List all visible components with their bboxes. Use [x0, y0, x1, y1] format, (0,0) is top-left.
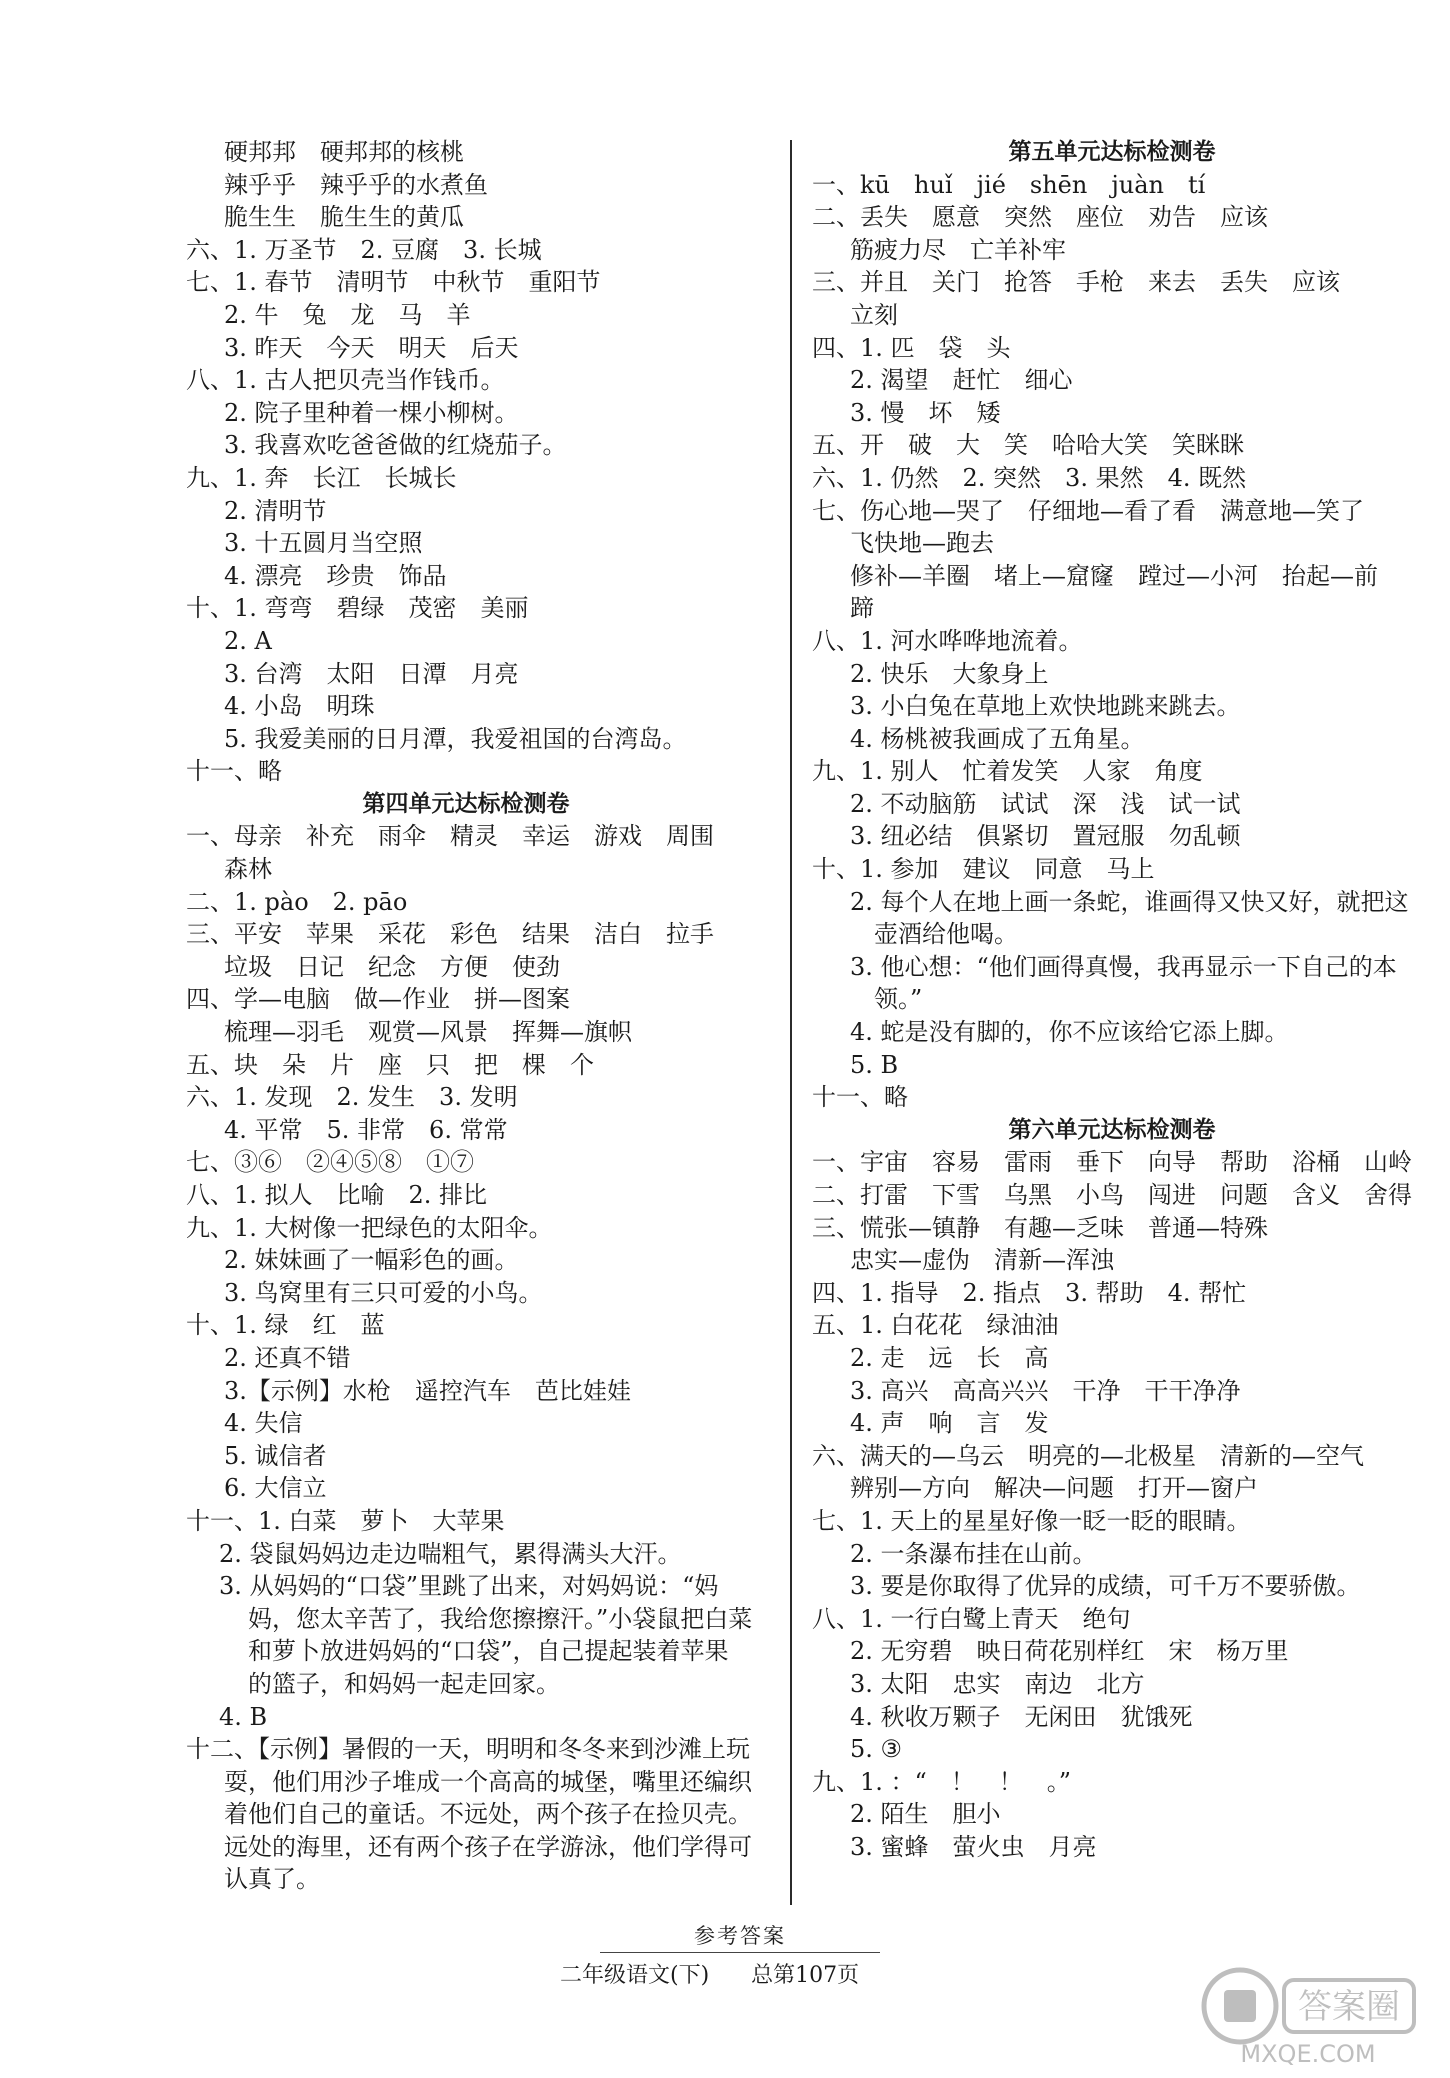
answer-line: 忠实—虚伪 清新—浑浊: [850, 1246, 1114, 1275]
section-heading: 第四单元达标检测卷: [362, 790, 570, 817]
answer-line: 五、1. 白花花 绿油油: [812, 1311, 1059, 1340]
answer-line: 三、平安 苹果 采花 彩色 结果 洁白 拉手: [186, 920, 714, 949]
answer-line: 九、1. ：“ ！ ！ 。”: [812, 1767, 1072, 1796]
answer-line: 和萝卜放进妈妈的“口袋”，自己提起装着苹果: [248, 1637, 729, 1666]
answer-line: 十、1. 参加 建议 同意 马上: [812, 855, 1155, 884]
answer-line: 五、块 朵 片 座 只 把 棵 个: [186, 1050, 594, 1079]
answer-line: 3. 台湾 太阳 日潭 月亮: [224, 659, 519, 688]
answer-line: 修补—羊圈 堵上—窟窿 蹚过—小河 抬起—前: [850, 561, 1378, 590]
answer-line: 九、1. 奔 长江 长城长: [186, 463, 457, 492]
section-heading: 第五单元达标检测卷: [1008, 139, 1216, 165]
answer-line: 4. B: [219, 1702, 268, 1731]
answer-line: 耍，他们用沙子堆成一个高高的城堡，嘴里还编织: [224, 1767, 752, 1796]
answer-line: 6. 大信立: [224, 1474, 327, 1503]
answer-line: 3. 蜜蜂 萤火虫 月亮: [850, 1832, 1097, 1861]
answer-line: 2. 院子里种着一棵小柳树。: [224, 398, 519, 427]
answer-line: 七、伤心地—哭了 仔细地—看了看 满意地—笑了: [812, 496, 1364, 525]
answer-line: 2. 陌生 胆小: [850, 1800, 1001, 1829]
answer-line: 八、1. 河水哗哗地流着。: [812, 626, 1083, 655]
answer-line: 八、1. 拟人 比喻 2. 排比: [186, 1181, 488, 1209]
answer-line: 飞快地—跑去: [850, 529, 994, 558]
watermark-url: MXQE.COM: [1240, 2040, 1376, 2068]
answer-line: 蹄: [850, 594, 874, 623]
answer-line: 六、1. 发现 2. 发生 3. 发明: [186, 1083, 518, 1112]
answer-line: 4. 杨桃被我画成了五角星。: [850, 724, 1145, 753]
answer-line: 2. 清明节: [224, 496, 327, 525]
answer-line: 九、1. 大树像一把绿色的太阳伞。: [186, 1213, 553, 1242]
answer-line: 2. 无穷碧 映日荷花别样红 宋 杨万里: [850, 1637, 1289, 1666]
answer-line: 5. 诚信者: [224, 1441, 327, 1470]
answer-line: 远处的海里，还有两个孩子在学游泳，他们学得可: [224, 1832, 752, 1861]
answer-line: 一、kū huǐ jié shēn juàn tí: [812, 170, 1206, 199]
answer-line: 3. 从妈妈的“口袋”里跳了出来，对妈妈说：“妈: [219, 1572, 719, 1601]
answer-line: 4. 失信: [224, 1409, 303, 1438]
answer-line: 九、1. 别人 忙着发笑 人家 角度: [812, 757, 1203, 786]
footer-title: 参考答案: [694, 1924, 786, 1948]
answer-line: 4. 小岛 明珠: [224, 692, 375, 721]
answer-line: 2. A: [224, 626, 272, 655]
answer-line: 脆生生 脆生生的黄瓜: [224, 203, 464, 232]
answer-line: 4. 秋收万颗子 无闲田 犹饿死: [850, 1702, 1193, 1731]
answer-line: 八、1. 一行白鹭上青天 绝句: [812, 1604, 1131, 1633]
answer-line: 十一、1. 白菜 萝卜 大苹果: [186, 1506, 505, 1535]
answer-line: 2. 牛 兔 龙 马 羊: [224, 300, 471, 329]
answer-line: 3. 小白兔在草地上欢快地跳来跳去。: [850, 692, 1241, 721]
answer-line: 四、学—电脑 做—作业 拼—图案: [186, 985, 570, 1014]
answer-line: 七、③⑥ ②④⑤⑧ ①⑦: [186, 1148, 474, 1177]
answer-line: 梳理—羽毛 观赏—风景 挥舞—旗帜: [224, 1018, 632, 1047]
right-column: [812, 136, 1412, 1863]
answer-line: 十一、略: [812, 1083, 908, 1112]
answer-line: 4. 漂亮 珍贵 饰品: [224, 561, 447, 590]
answer-line: 2. 快乐 大象身上: [850, 659, 1049, 688]
answer-line: 3. 昨天 今天 明天 后天: [224, 333, 519, 362]
answer-line: 5. B: [850, 1050, 899, 1079]
answer-line: 3. 太阳 忠实 南边 北方: [850, 1669, 1145, 1698]
answer-line: 5. ③: [850, 1735, 903, 1764]
answer-line: 领。”: [874, 985, 923, 1014]
answer-line: 十二、【示例】暑假的一天，明明和冬冬来到沙滩上玩: [186, 1735, 750, 1764]
answer-line: 3.【示例】水枪 遥控汽车 芭比娃娃: [224, 1376, 631, 1405]
answer-line: 硬邦邦 硬邦邦的核桃: [224, 138, 464, 166]
answer-line: 三、并且 关门 抢答 手枪 来去 丢失 应该: [812, 268, 1340, 297]
left-column: [186, 136, 786, 1896]
answer-line: 一、母亲 补充 雨伞 精灵 幸运 游戏 周围: [186, 822, 714, 851]
answer-line: 3. 他心想：“他们画得真慢，我再显示一下自己的本: [850, 952, 1397, 981]
answer-line: 的篮子，和妈妈一起走回家。: [248, 1669, 560, 1698]
column-divider: [790, 140, 792, 1905]
answer-line: 2. 妹妹画了一幅彩色的画。: [224, 1246, 519, 1275]
answer-line: 垃圾 日记 纪念 方便 使劲: [224, 952, 560, 981]
answer-line: 4. 蛇是没有脚的，你不应该给它添上脚。: [850, 1018, 1289, 1047]
answer-line: 着他们自己的童话。不远处，两个孩子在捡贝壳。: [224, 1800, 752, 1829]
section-heading: 第六单元达标检测卷: [1008, 1116, 1216, 1143]
footer-subtitle: [560, 1958, 980, 1989]
answer-line: 2. 每个人在地上画一条蛇，谁画得又快又好，就把这: [850, 887, 1409, 916]
footer-grade: 二年级语文(下): [560, 1963, 710, 1988]
answer-line: 七、1. 春节 清明节 中秋节 重阳节: [186, 268, 601, 297]
answer-line: 2. 一条瀑布挂在山前。: [850, 1539, 1097, 1568]
answer-line: 森林: [224, 855, 272, 884]
answer-line: 四、1. 匹 袋 头: [812, 333, 1011, 362]
answer-line: 壶酒给他喝。: [874, 920, 1018, 949]
answer-line: 十、1. 绿 红 蓝: [186, 1311, 385, 1340]
answer-line: 六、满天的—乌云 明亮的—北极星 清新的—空气: [812, 1441, 1364, 1470]
answer-line: 一、宇宙 容易 雷雨 垂下 向导 帮助 浴桶 山岭: [812, 1148, 1412, 1177]
answer-line: 二、1. pào 2. pāo: [186, 887, 408, 916]
watermark-text: 答案圈: [1298, 1987, 1400, 2027]
answer-line: 5. 我爱美丽的日月潭，我爱祖国的台湾岛。: [224, 724, 687, 753]
answer-line: 2. 走 远 长 高: [850, 1343, 1049, 1372]
answer-line: 六、1. 仍然 2. 突然 3. 果然 4. 既然: [812, 463, 1247, 492]
answer-line: 2. 不动脑筋 试试 深 浅 试一试: [850, 789, 1241, 818]
answer-line: 2. 渴望 赶忙 细心: [850, 366, 1073, 395]
answer-line: 4. 声 响 言 发: [850, 1409, 1049, 1438]
answer-line: 3. 要是你取得了优异的成绩，可千万不要骄傲。: [850, 1572, 1361, 1601]
answer-line: 3. 纽必结 俱紧切 置冠服 勿乱顿: [850, 822, 1241, 851]
answer-line: 十一、略: [186, 757, 282, 786]
answer-line: 4. 平常 5. 非常 6. 常常: [224, 1115, 508, 1144]
answer-line: 二、丢失 愿意 突然 座位 劝告 应该: [812, 203, 1268, 232]
answer-line: 3. 慢 坏 矮: [850, 398, 1001, 427]
footer-rule: [600, 1952, 880, 1953]
answer-line: 3. 高兴 高高兴兴 干净 干干净净: [850, 1376, 1241, 1405]
answer-line: 3. 鸟窝里有三只可爱的小鸟。: [224, 1278, 543, 1307]
answer-line: 三、慌张—镇静 有趣—乏味 普通—特殊: [812, 1213, 1268, 1242]
answer-line: 二、打雷 下雪 乌黑 小鸟 闯进 问题 含义 舍得: [812, 1181, 1412, 1209]
answer-line: 四、1. 指导 2. 指点 3. 帮助 4. 帮忙: [812, 1278, 1247, 1307]
watermark-logo: [1188, 1958, 1428, 2068]
answer-line: 辣乎乎 辣乎乎的水煮鱼: [224, 170, 488, 199]
answer-line: 辨别—方向 解决—问题 打开—窗户: [850, 1474, 1258, 1503]
answer-line: 立刻: [850, 300, 898, 329]
footer-page: 总第107页: [751, 1963, 860, 1988]
answer-line: 3. 十五圆月当空照: [224, 529, 423, 558]
answer-line: 2. 还真不错: [224, 1343, 351, 1372]
answer-line: 3. 我喜欢吃爸爸做的红烧茄子。: [224, 431, 567, 460]
answer-line: 七、1. 天上的星星好像一眨一眨的眼睛。: [812, 1506, 1251, 1535]
answer-line: 六、1. 万圣节 2. 豆腐 3. 长城: [186, 235, 542, 264]
answer-line: 八、1. 古人把贝壳当作钱币。: [186, 366, 505, 395]
answer-line: 2. 袋鼠妈妈边走边喘粗气，累得满头大汗。: [219, 1539, 682, 1568]
answer-line: 五、开 破 大 笑 哈哈大笑 笑眯眯: [812, 431, 1244, 460]
answer-line: 十、1. 弯弯 碧绿 茂密 美丽: [186, 594, 529, 623]
answer-line: 妈，您太辛苦了，我给您擦擦汗。”小袋鼠把白菜: [248, 1604, 753, 1633]
answer-line: 筋疲力尽 亡羊补牢: [850, 235, 1066, 264]
answer-line: 认真了。: [224, 1865, 320, 1894]
